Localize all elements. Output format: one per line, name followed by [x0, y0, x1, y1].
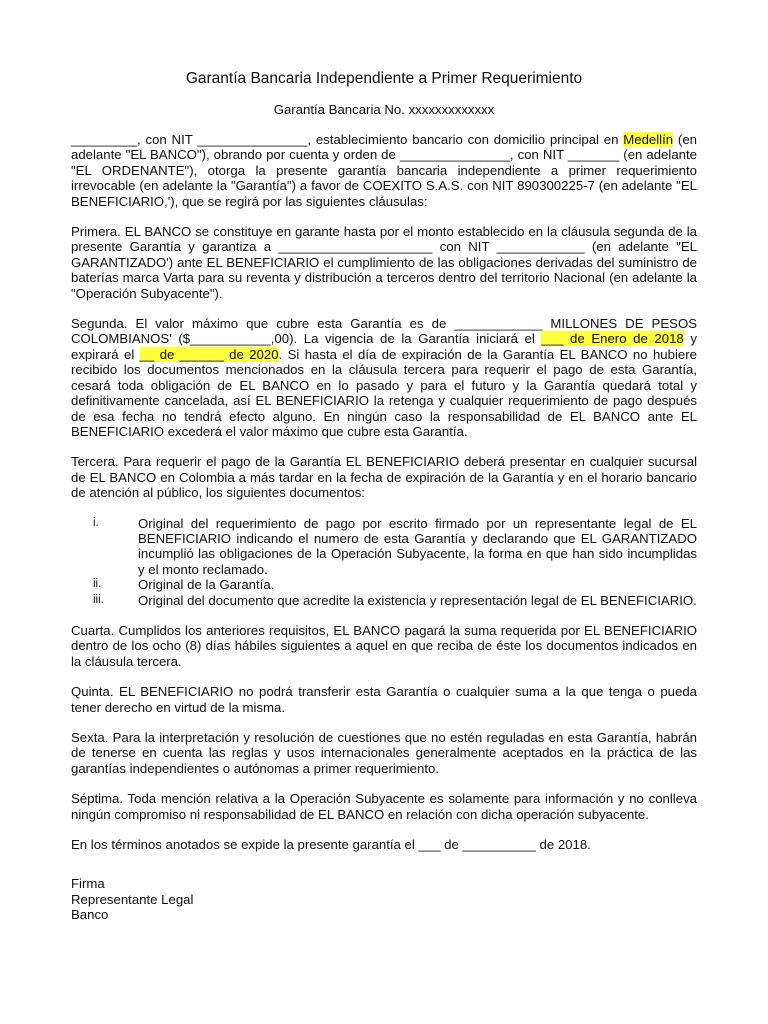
list-item-text: Original de la Garantía.: [138, 577, 275, 593]
required-documents-list: [71, 516, 697, 608]
segunda-text-c: . Si hasta el día de expiración de la Garantía EL BANCO no hubiere recibido los documentos mencionados en la cláusula tercera para requerir el pago de esta Garantía, cesará toda obligación de EL BANCO en lo pasado y para el futuro y la Garantía quedará total y definitivamente cancelada, así EL BENEFICIARIO la retenga y cualquier requerimiento de pago después de esa fecha no tendrá efecto alguno. En ningún caso la responsabilidad de EL BANCO ante EL BENEFICIARIO excederá el valor máximo que cubre esta Garantía.: [71, 346, 697, 439]
clause-sexta: Sexta. Para la interpretación y resolución de cuestiones que no estén reguladas en esta Garantía, habrán de tenerse en cuenta las reglas y usos internacionales generalmente aceptados en la práctica de las garantías independientes o autónomas a primer requerimiento.: [71, 730, 697, 776]
list-item-number: i.: [93, 516, 99, 529]
signature-label: Firma: [71, 876, 105, 891]
clause-cuarta: Cuarta. Cumplidos los anteriores requisitos, EL BANCO pagará la suma requerida por EL BENEFICIARIO dentro de los ocho (8) días hábiles siguientes a aquel en que reciba de éste los documentos indicados en la cláusula tercera.: [71, 622, 697, 669]
highlighted-city: Medellín: [623, 132, 674, 147]
clause-septima: Séptima. Toda mención relativa a la Operación Subyacente es solamente para información y no conlleva ningún compromiso ni responsabilidad de EL BANCO en relación con dicha operación subyacente.: [71, 791, 697, 822]
segunda-text-a: Segunda. El valor máximo que cubre esta Garantía es de ____________ MILLONES DE PESOS COLOMBIANOS' ($___________,00). La vigencia de la Garantía iniciará el: [71, 316, 697, 347]
guarantee-number: Garantía Bancaria No. xxxxxxxxxxxxx: [273, 102, 495, 117]
segunda-text-b: y expirará el: [71, 331, 697, 362]
clause-tercera: Tercera. Para requerir el pago de la Garantía EL BENEFICIARIO deberá presentar en cualquier sucursal de EL BANCO en Colombia a más tardar en la fecha de expiración de la Garantía y en el horario bancario de atención al público, los siguientes documentos:: [71, 454, 697, 501]
clause-quinta: Quinta. EL BENEFICIARIO no podrá transferir esta Garantía o cualquier suma a la que tenga o pueda tener derecho en virtud de la misma.: [71, 684, 697, 715]
highlighted-start-date: ___ de Enero de 2018: [541, 331, 684, 347]
document-body: [71, 70, 697, 867]
document-title: Garantía Bancaria Independiente a Primer Requerimiento: [185, 70, 583, 87]
highlighted-end-date: __ de ______ de 2020: [139, 346, 279, 362]
clause-segunda: [71, 316, 697, 439]
closing-statement: En los términos anotados se expide la presente garantía el ___ de __________ de 2018.: [71, 837, 591, 853]
list-item-number: iii.: [93, 593, 104, 606]
list-item: [71, 593, 697, 608]
signature-title: Representante Legal: [71, 891, 194, 907]
list-item-text: Original del documento que acredite la existencia y representación legal de EL BENEFICIARIO.: [138, 592, 697, 608]
list-item: [71, 516, 697, 578]
signature-entity: Banco: [71, 907, 109, 923]
list-item-number: ii.: [93, 578, 102, 591]
intro-text-a: _________, con NIT _______________, establecimiento bancario con domicilio principal en: [71, 132, 624, 147]
list-item: [71, 577, 697, 592]
intro-paragraph: [71, 132, 697, 209]
intro-text-b: (en adelante "EL BANCO"), obrando por cuenta y orden de _______________, con NIT _______ (en adelante "EL ORDENANTE"), otorga la presente garantía bancaria independiente a primer requerimiento irrevocable (en adelante la "Garantía") a favor de COEXITO S.A.S. con NIT 890300225-7 (en adelante "EL BENEFICIARIO,'), que se regirá por las siguientes cláusulas:: [71, 132, 697, 209]
clause-primera: Primera. EL BANCO se constituye en garante hasta por el monto establecido en la cláusula segunda de la presente Garantía y garantiza a _____________________ con NIT ____________ (en adelante "EL GARANTIZADO') ante EL BENEFICIARIO el cumplimiento de las obligaciones derivadas del suministro de baterías marca Varta para su reventa y distribución a terceros dentro del territorio Nacional (en adelante la "Operación Subyacente").: [71, 224, 697, 301]
signature-block: [71, 876, 193, 923]
list-item-text: Original del requerimiento de pago por escrito firmado por un representante legal de EL BENEFICIARIO indicando el numero de esta Garantía y declarando que EL GARANTIZADO incumplió las obligaciones de la Operación Subyacente, la forma en que han sido incumplidas y el monto reclamado.: [138, 515, 697, 577]
